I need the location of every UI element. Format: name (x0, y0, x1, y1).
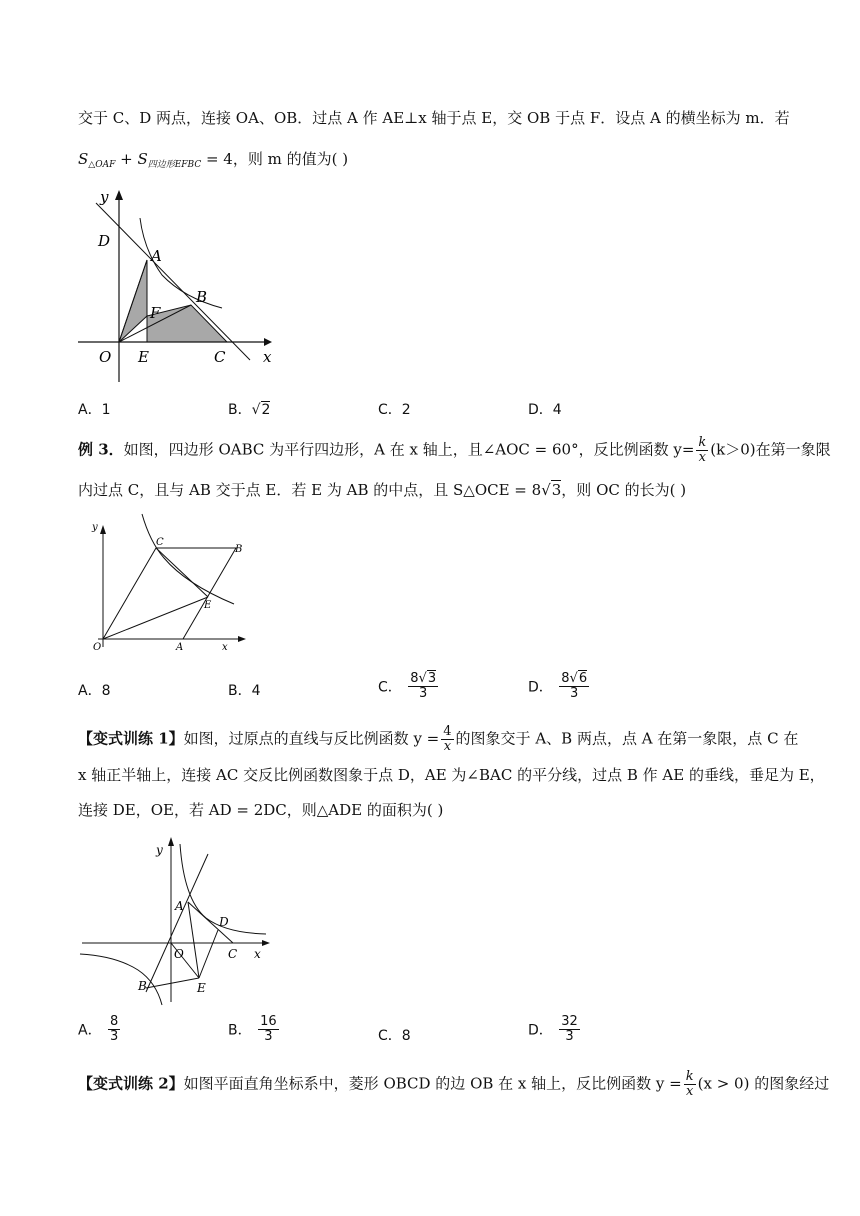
x-axis-arrow (262, 940, 270, 946)
line-ab (146, 854, 208, 992)
area-subscript: △OAF (88, 160, 116, 170)
v2-text-line1 (78, 1070, 829, 1099)
label-y: y (92, 522, 98, 533)
label-b: B (138, 979, 147, 993)
label-d: D (98, 232, 111, 250)
q2-figure (74, 180, 284, 385)
y-axis-arrow (115, 190, 123, 200)
option-value: 2 (261, 402, 271, 418)
area-symbol: S (137, 150, 148, 168)
option-letter: A． (78, 402, 102, 418)
v1-figure (76, 830, 276, 1010)
option-value: 2 (401, 402, 411, 418)
option-a[interactable] (78, 1015, 122, 1044)
option-letter: C． (378, 1028, 402, 1044)
label-x: x (222, 642, 228, 653)
option-fraction (559, 1015, 580, 1044)
v1-text: 如图，过原点的直线与反比例函数 y = (183, 729, 440, 748)
area-subscript: 四边形EFBC (147, 160, 202, 170)
v2-text: 如图平面直角坐标系中，菱形 OBCD 的边 OB 在 x 轴上，反比例函数 y = (183, 1074, 682, 1093)
denominator: 3 (570, 686, 579, 701)
numerator: 4 (443, 724, 452, 739)
label-x: x (263, 348, 272, 366)
label-e: E (197, 981, 206, 995)
option-a[interactable] (78, 680, 111, 700)
label-c: C (228, 947, 238, 961)
sqrt-sign: √ (418, 671, 427, 686)
sqrt-value: 3 (551, 481, 562, 499)
q2-text-tail: = 4，则 m 的值为( ) (201, 150, 349, 168)
sqrt-sign: √ (569, 671, 578, 686)
option-letter: C． (378, 402, 402, 418)
segment-de (199, 930, 218, 978)
numerator (408, 672, 438, 687)
sqrt-sign: √ (251, 402, 261, 418)
example-label: 例 3． (78, 440, 124, 459)
fraction-k-over-x (696, 436, 708, 465)
option-letter: D． (528, 1022, 553, 1039)
label-d: D (219, 915, 229, 929)
label-x: x (254, 947, 261, 961)
label-o: O (99, 348, 112, 366)
area-symbol: S (78, 150, 89, 168)
variant-label: 【变式训练 1】 (78, 729, 184, 748)
option-letter: A． (78, 683, 102, 699)
label-a: A (151, 247, 162, 265)
variant-label: 【变式训练 2】 (78, 1074, 184, 1093)
label-c: C (156, 537, 164, 548)
option-fraction (258, 1015, 279, 1044)
option-b[interactable] (228, 1015, 281, 1044)
label-b: B (196, 288, 208, 306)
label-y: y (156, 843, 163, 857)
v1-text-line1 (78, 725, 798, 754)
label-y: y (100, 188, 109, 206)
v1-text-line3: 连接 DE，OE，若 AD = 2DC，则△ADE 的面积为( ) (78, 801, 444, 819)
numerator: 8 (110, 1014, 119, 1029)
numerator-coef: 8 (410, 671, 419, 686)
radicand: 3 (427, 671, 437, 686)
label-f: F (150, 304, 161, 322)
q2-text-line1: 交于 C、D 两点，连接 OA、OB．过点 A 作 AE⊥x 轴于点 E，交 OB 于点 F．设点 A 的横坐标为 m．若 (78, 109, 790, 127)
parallelogram-oabc (103, 548, 236, 639)
option-c[interactable] (378, 1025, 411, 1045)
denominator: 3 (264, 1029, 273, 1044)
ex3-text: 内过点 C，且与 AB 交于点 E．若 E 为 AB 的中点，且 S△OCE = 8 (78, 481, 542, 499)
option-value: 1 (101, 402, 111, 418)
label-a: A (176, 642, 184, 653)
denominator: 3 (565, 1029, 574, 1044)
option-c[interactable] (378, 399, 411, 419)
label-o: O (174, 947, 184, 961)
numerator: k (698, 435, 707, 450)
option-b[interactable] (228, 399, 270, 419)
v2-text: (x > 0) 的图象经过 (697, 1074, 830, 1093)
v1-text: 的图象交于 A、B 两点，点 A 在第一象限，点 C 在 (455, 729, 799, 748)
option-fraction (108, 1015, 120, 1044)
option-value: 8 (401, 1028, 411, 1044)
fraction-k-over-x (684, 1070, 696, 1099)
option-letter: D． (528, 679, 553, 696)
q2-text-line2 (78, 149, 348, 175)
option-value: 8 (101, 683, 111, 699)
option-value: 4 (552, 402, 562, 418)
option-d[interactable] (528, 672, 591, 701)
numerator: k (685, 1069, 694, 1084)
sqrt-sign: √ (541, 481, 551, 499)
ex3-text: ，则 OC 的长为( ) (561, 481, 687, 499)
denominator: x (698, 450, 707, 465)
option-letter: B． (228, 1022, 252, 1039)
segment-oe (103, 597, 208, 639)
label-a: A (175, 899, 184, 913)
option-letter: A． (78, 1022, 102, 1039)
segment-ce (156, 548, 208, 597)
denominator: 3 (110, 1029, 119, 1044)
y-axis-arrow (100, 525, 106, 534)
option-c[interactable] (378, 672, 440, 701)
option-b[interactable] (228, 680, 261, 700)
option-value: 4 (251, 683, 261, 699)
option-letter: D． (528, 402, 553, 418)
option-a[interactable] (78, 399, 111, 419)
label-c: C (214, 348, 226, 366)
option-letter: B． (228, 683, 252, 699)
hyperbola-branch-q3 (80, 954, 162, 1005)
label-b: B (235, 544, 243, 555)
numerator: 16 (260, 1014, 277, 1029)
ex3-text-line2 (78, 480, 686, 500)
ex3-text-line1 (78, 436, 831, 465)
numerator (559, 672, 589, 687)
numerator: 32 (561, 1014, 578, 1029)
option-letter: B． (228, 402, 252, 418)
fraction-4-over-x (441, 725, 453, 754)
label-o: O (93, 642, 102, 653)
plus-sign: + (115, 150, 138, 168)
ex3-text: 如图，四边形 OABC 为平行四边形，A 在 x 轴上，且∠AOC = 60°，反比例函数 y= (123, 440, 695, 459)
option-d[interactable] (528, 399, 562, 419)
ex3-figure (86, 512, 256, 657)
denominator: 3 (419, 686, 428, 701)
option-fraction (408, 672, 438, 701)
x-axis-arrow (264, 338, 272, 346)
numerator-coef: 8 (561, 671, 570, 686)
segment-be (146, 978, 199, 988)
label-e: E (138, 348, 149, 366)
denominator: x (686, 1084, 694, 1099)
hyperbola-curve (142, 514, 234, 604)
option-fraction (559, 672, 589, 701)
label-e: E (204, 600, 212, 611)
option-letter: C． (378, 679, 402, 696)
radicand: 6 (578, 671, 588, 686)
x-axis-arrow (238, 636, 246, 642)
y-axis-arrow (168, 837, 174, 846)
option-d[interactable] (528, 1015, 582, 1044)
ex3-text: (k＞0)在第一象限 (710, 440, 831, 459)
v1-text-line2: x 轴正半轴上，连接 AC 交反比例函数图象于点 D，AE 为∠BAC 的平分线，过点 B 作 AE 的垂线，垂足为 E， (78, 766, 825, 784)
denominator: x (443, 739, 452, 754)
